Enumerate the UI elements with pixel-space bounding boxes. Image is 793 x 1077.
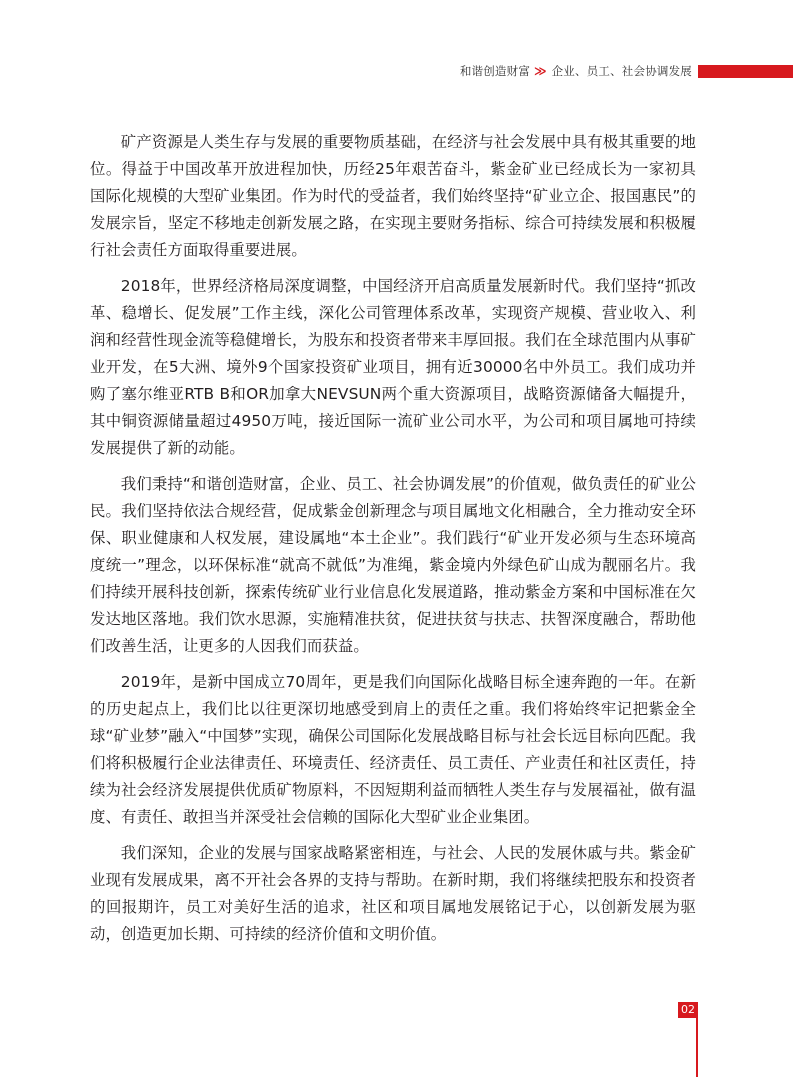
paragraph: 我们深知，企业的发展与国家战略紧密相连，与社会、人民的发展休戚与共。紫金矿业现有发展成果，离不开社会各界的支持与帮助。在新时期，我们将继续把股东和投资者的回报期许，员工对美好生活的追求，社区和项目属地发展铭记于心，以创新发展为驱动，创造更加长期、可持续的经济价值和文明价值。 bbox=[90, 844, 696, 943]
paragraph: 2018年，世界经济格局深度调整，中国经济开启高质量发展新时代。我们坚持“抓改革、稳增长、促发展”工作主线，深化公司管理体系改革，实现资产规模、营业收入、利润和经营性现金流等稳健增长，为股东和投资者带来丰厚回报。我们在全球范围内从事矿业开发，在5大洲、境外9个国家投资矿业项目，拥有近30000名中外员工。我们成功并购了塞尔维亚RTB B和OR加拿大NEVSUN两个重大资源项目，战略资源储备大幅提升，其中铜资源储量超过4950万吨，接近国际一流矿业公司水平，为公司和项目属地可持续发展提供了新的动能。 bbox=[90, 277, 696, 457]
page-number: 02 bbox=[678, 1002, 698, 1018]
body-text bbox=[90, 129, 696, 957]
running-header bbox=[460, 60, 793, 82]
page-number-rule bbox=[696, 1018, 698, 1077]
header-section-left: 和谐创造财富 bbox=[459, 64, 531, 78]
paragraph: 矿产资源是人类生存与发展的重要物质基础，在经济与社会发展中具有极其重要的地位。得益于中国改革开放进程加快，历经25年艰苦奋斗，紫金矿业已经成长为一家初具国际化规模的大型矿业集团。作为时代的受益者，我们始终坚持“矿业立企、报国惠民”的发展宗旨，坚定不移地走创新发展之路，在实现主要财务指标、综合可持续发展和积极履行社会责任方面取得重要进展。 bbox=[90, 133, 696, 259]
page-number-block bbox=[678, 1002, 698, 1077]
paragraph: 我们秉持“和谐创造财富，企业、员工、社会协调发展”的价值观，做负责任的矿业公民。我们坚持依法合规经营，促成紫金创新理念与项目属地文化相融合，全力推动安全环保、职业健康和人权发展，建设属地“本土企业”。我们践行“矿业开发必须与生态环境高度统一”理念，以环保标准“就高不就低”为准绳，紫金境内外绿色矿山成为靓丽名片。我们持续开展科技创新，探索传统矿业行业信息化发展道路，推动紫金方案和中国标准在欠发达地区落地。我们饮水思源，实施精准扶贫，促进扶贫与扶志、扶智深度融合，帮助他们改善生活，让更多的人因我们而获益。 bbox=[90, 475, 696, 655]
header-accent-bar bbox=[698, 65, 793, 78]
paragraph: 2019年，是新中国成立70周年，更是我们向国际化战略目标全速奔跑的一年。在新的历史起点上，我们比以往更深切地感受到肩上的责任之重。我们将始终牢记把紫金全球“矿业梦”融入“中国梦”实现，确保公司国际化发展战略目标与社会长远目标向匹配。我们将积极履行企业法律责任、环境责任、经济责任、员工责任、产业责任和社区责任，持续为社会经济发展提供优质矿物原料，不因短期利益而牺牲人类生存与发展福祉，做有温度、有责任、敢担当并深受社会信赖的国际化大型矿业企业集团。 bbox=[90, 673, 696, 826]
header-breadcrumb bbox=[460, 63, 692, 79]
header-section-right: 企业、员工、社会协调发展 bbox=[551, 64, 692, 78]
double-chevron-icon: ≫ bbox=[534, 64, 544, 78]
